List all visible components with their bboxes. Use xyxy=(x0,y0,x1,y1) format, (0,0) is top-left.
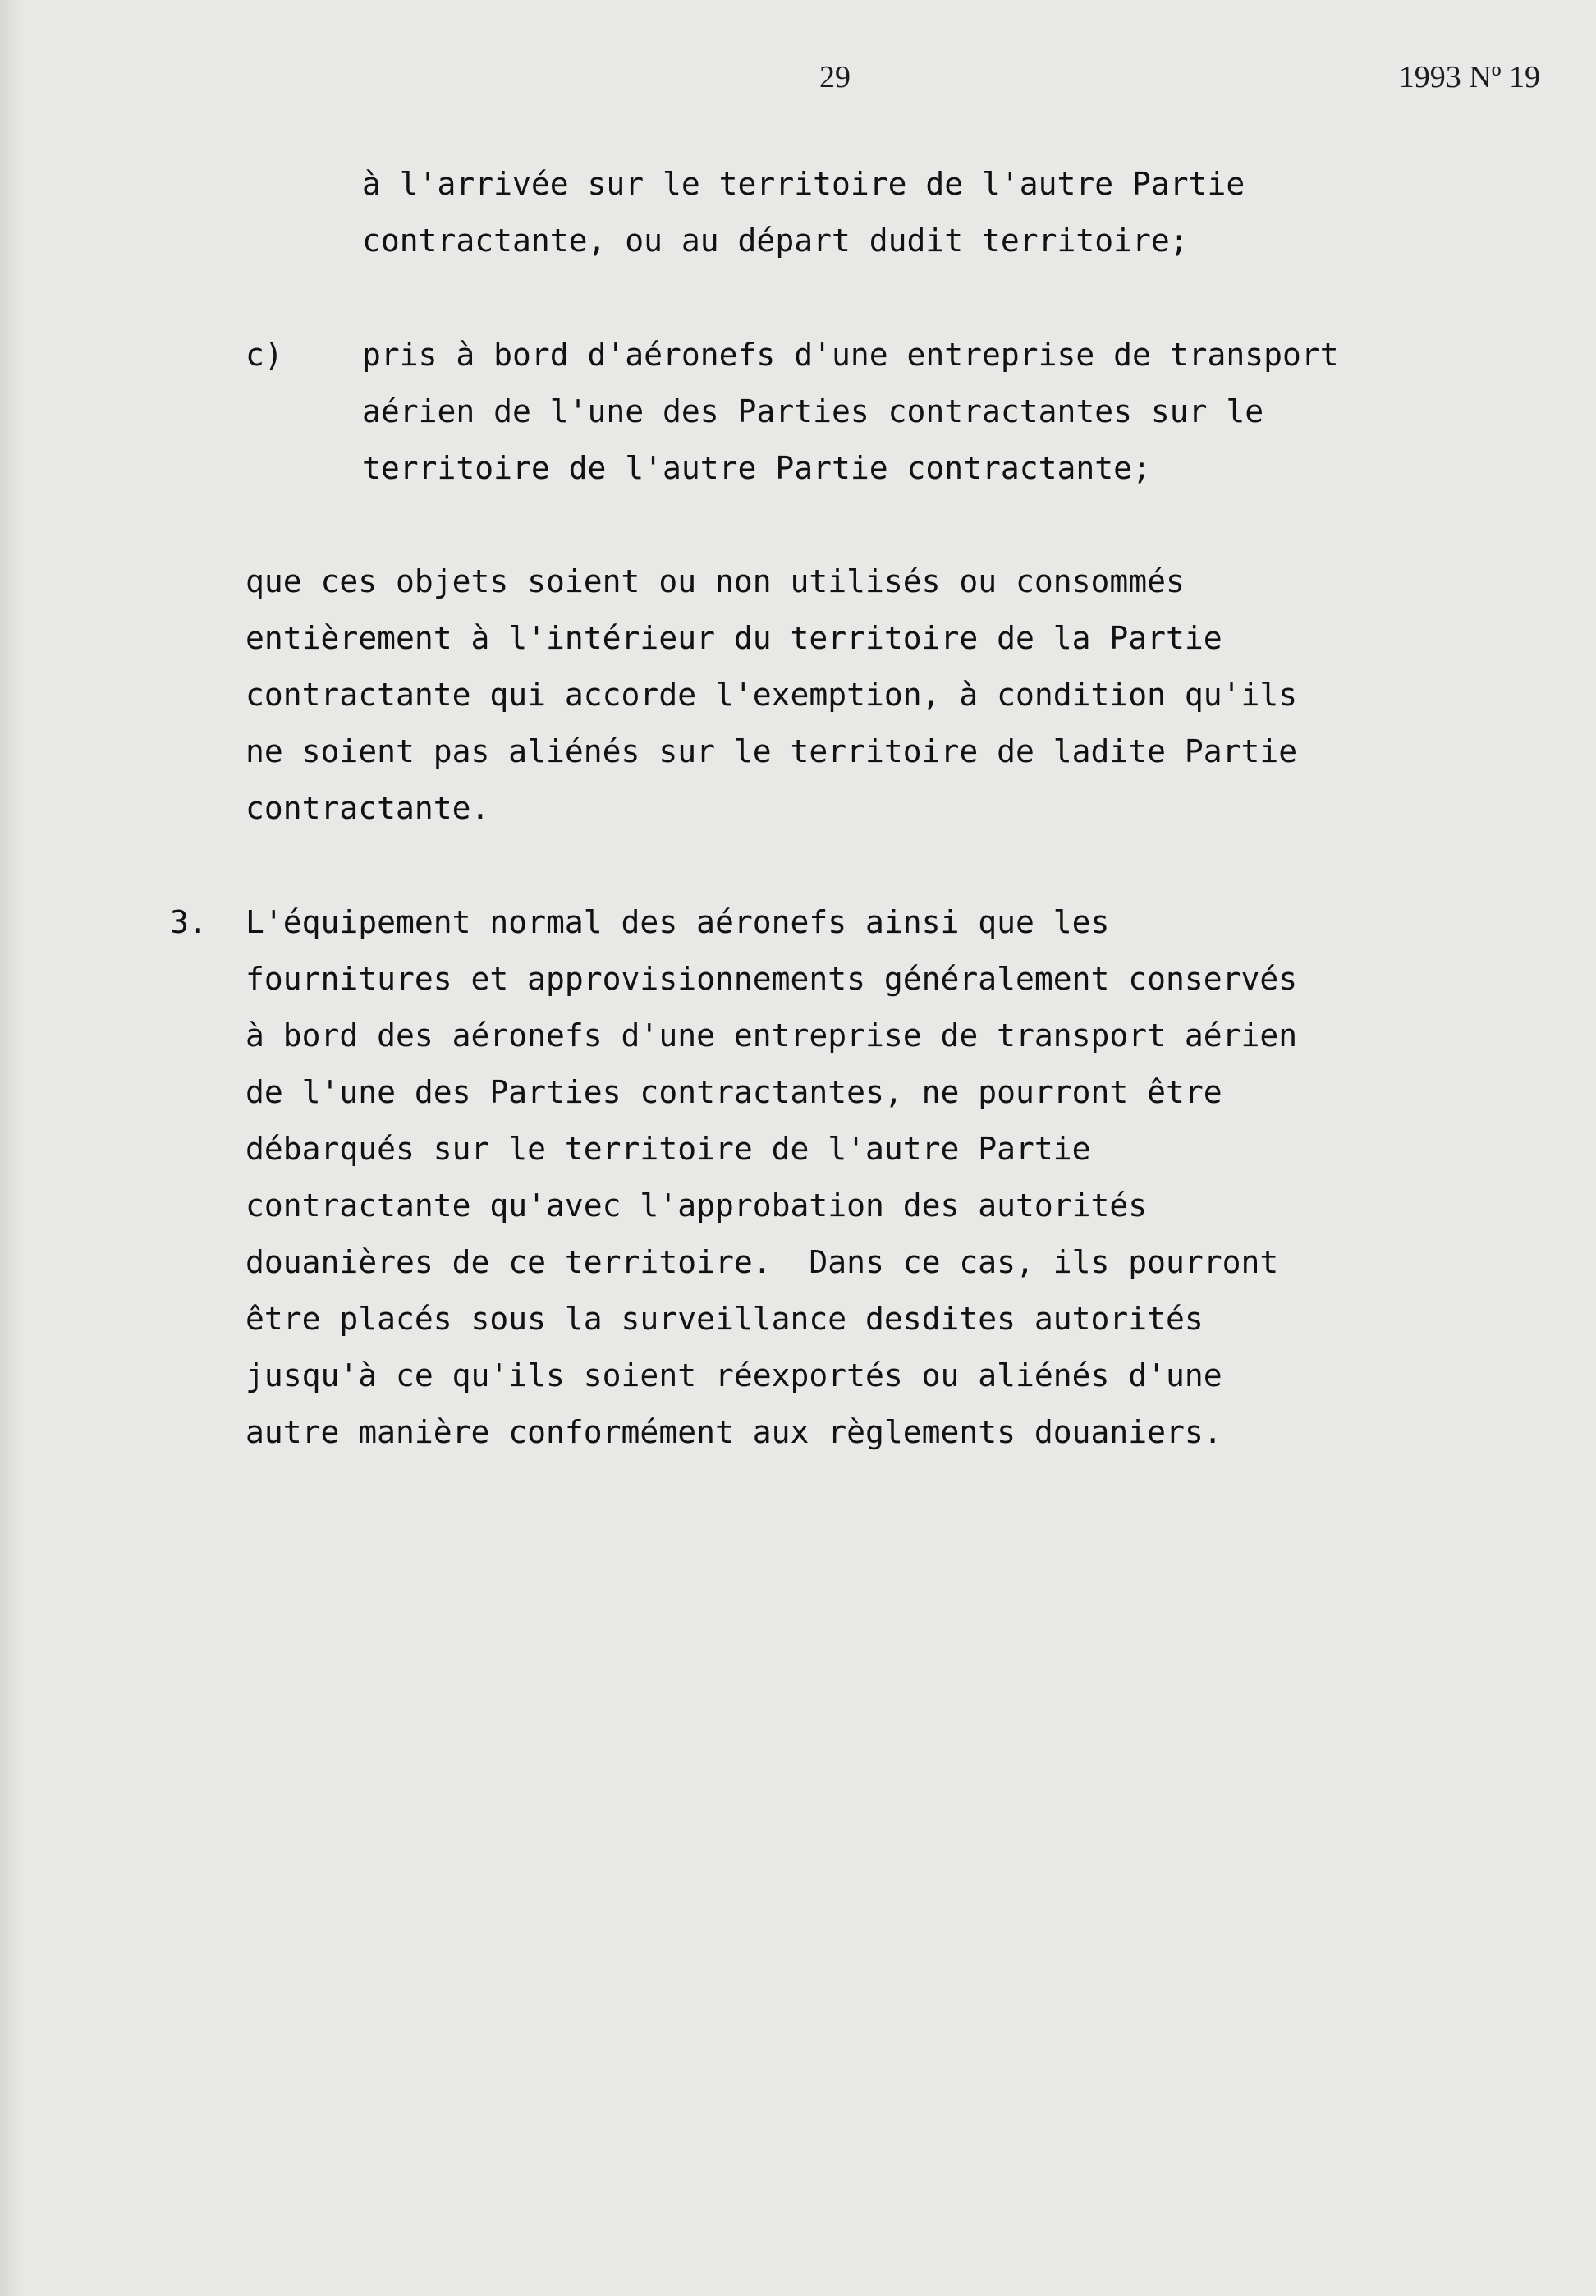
text-line: douanières de ce territoire. Dans ce cas, ils pourront xyxy=(245,1244,1279,1280)
page-edge-shadow xyxy=(0,0,23,2296)
text-line: contractante, ou au départ dudit territoire; xyxy=(362,223,1189,259)
text-line: jusqu'à ce qu'ils soient réexportés ou aliénés d'une xyxy=(245,1357,1222,1394)
text-line: contractante qu'avec l'approbation des autorités xyxy=(245,1187,1148,1224)
text-line: aérien de l'une des Parties contractantes sur le xyxy=(362,393,1264,429)
document-reference: 1993 Nº 19 xyxy=(1398,60,1540,94)
text-line: à bord des aéronefs d'une entreprise de transport aérien xyxy=(245,1017,1298,1054)
text-line: être placés sous la surveillance desdites autorités xyxy=(245,1301,1204,1337)
text-line: contractante. xyxy=(245,790,490,826)
text-line: de l'une des Parties contractantes, ne pourront être xyxy=(245,1074,1222,1110)
text-line: débarqués sur le territoire de l'autre Partie xyxy=(245,1131,1091,1167)
text-line: fournitures et approvisionnements généralement conservés xyxy=(245,961,1298,997)
text-line: que ces objets soient ou non utilisés ou consommés xyxy=(245,563,1185,599)
text-line: entièrement à l'intérieur du territoire de la Partie xyxy=(245,620,1222,656)
text-line: autre manière conformément aux règlements douaniers. xyxy=(245,1414,1222,1450)
text-line: contractante qui accorde l'exemption, à condition qu'ils xyxy=(245,677,1298,713)
text-line: ne soient pas aliénés sur le territoire de ladite Partie xyxy=(245,733,1298,769)
page-number: 29 xyxy=(819,60,851,94)
text-line: territoire de l'autre Partie contractante; xyxy=(362,450,1151,486)
text-line: à l'arrivée sur le territoire de l'autre Partie xyxy=(362,166,1245,202)
paragraph-number: 3. xyxy=(170,904,208,940)
text-line: L'équipement normal des aéronefs ainsi que les xyxy=(245,904,1110,940)
text-line: pris à bord d'aéronefs d'une entreprise de transport xyxy=(362,337,1339,373)
item-marker: c) xyxy=(245,337,283,373)
